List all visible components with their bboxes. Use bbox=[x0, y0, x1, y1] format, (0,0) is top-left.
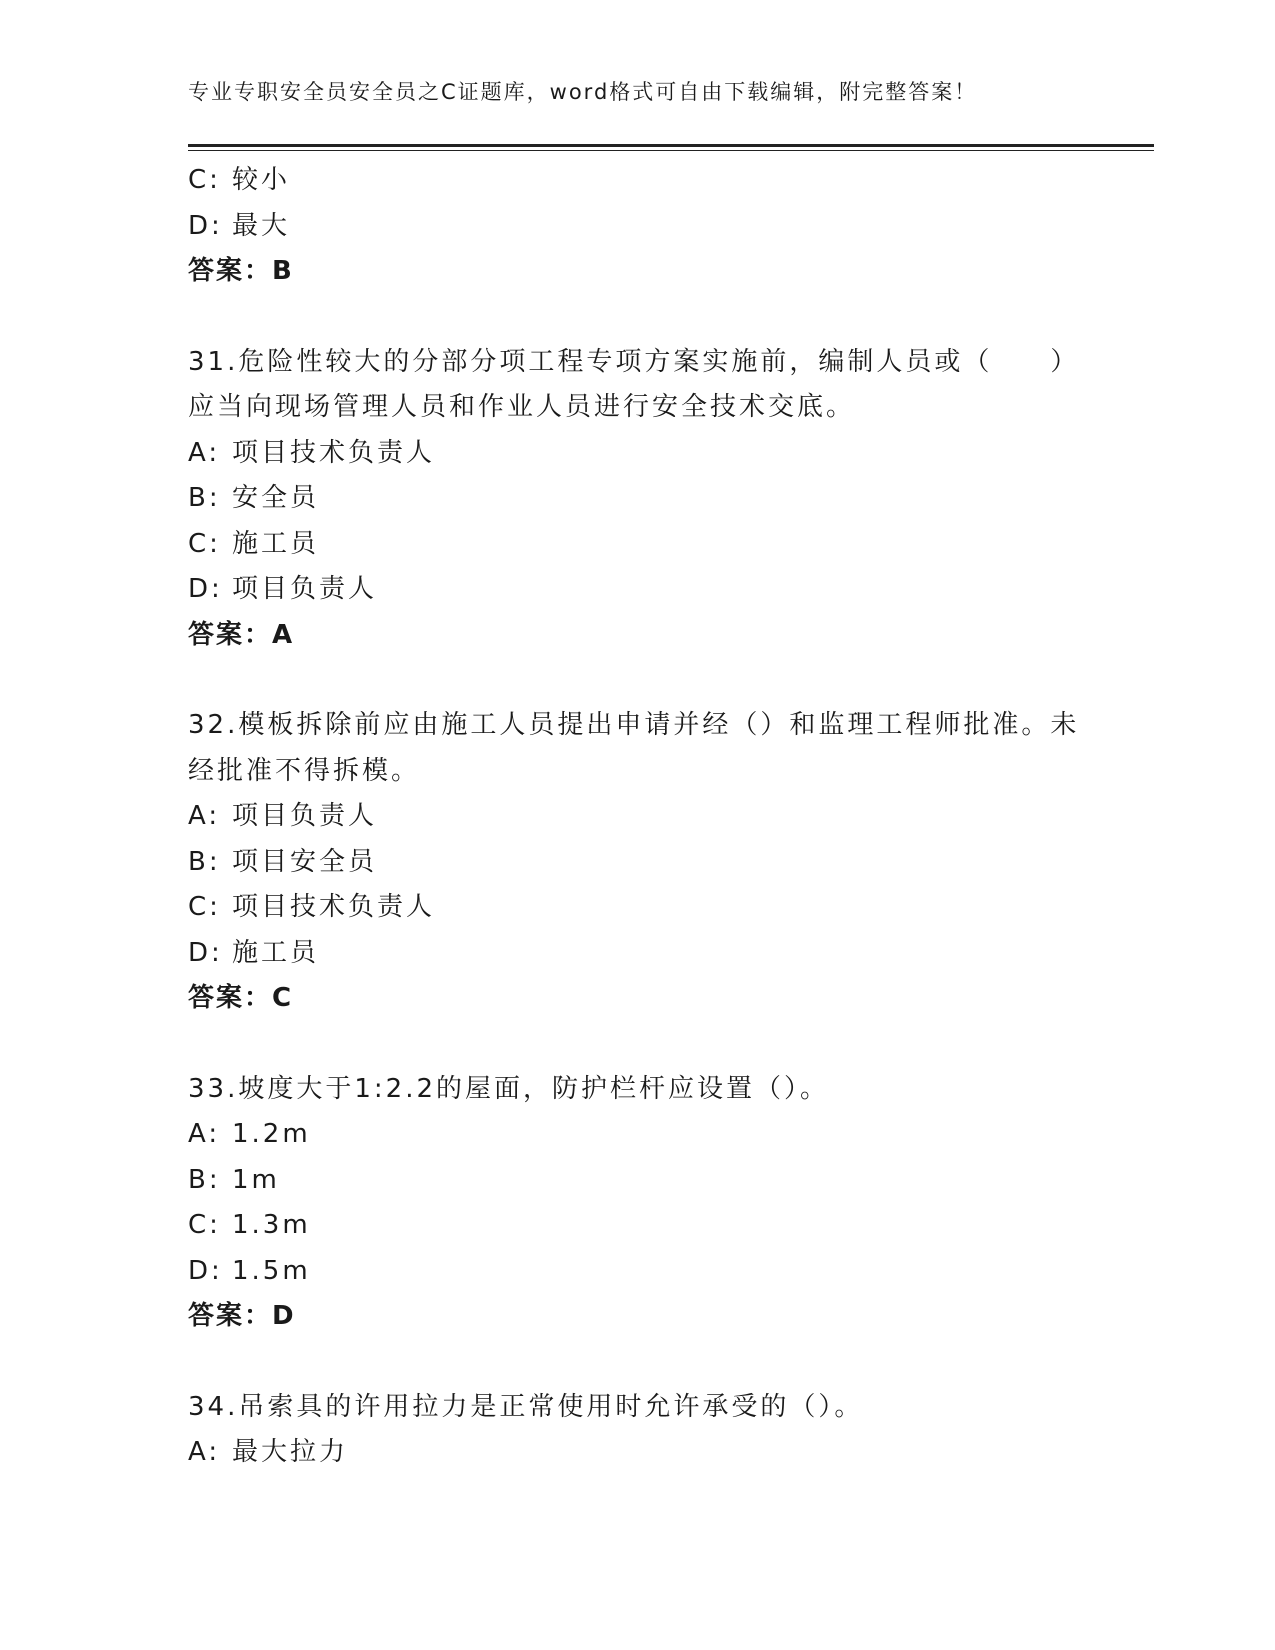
question-text: 32.模板拆除前应由施工人员提出申请并经（）和监理工程师批准。未 bbox=[188, 710, 1080, 740]
option-key: C: bbox=[188, 1210, 221, 1240]
question-text: 33.坡度大于1:2.2的屋面，防护栏杆应设置（）。 bbox=[188, 1073, 829, 1104]
question-text: 经批准不得拆模。 bbox=[188, 755, 421, 786]
option-text: 项目技术负责人 bbox=[232, 892, 436, 922]
question-block bbox=[188, 1067, 1088, 1340]
option-key: A: bbox=[188, 1119, 221, 1149]
option-line bbox=[188, 885, 1088, 931]
option-key: C: bbox=[188, 165, 221, 195]
option-key: A: bbox=[188, 801, 221, 831]
option-key: D: bbox=[188, 1255, 223, 1286]
option-line bbox=[188, 431, 1088, 477]
option-line bbox=[188, 567, 1088, 613]
option-line bbox=[188, 476, 1088, 522]
answer-line: 答案：B bbox=[188, 256, 294, 286]
option-text: 1m bbox=[232, 1164, 280, 1195]
question-text: 应当向现场管理人员和作业人员进行安全技术交底。 bbox=[188, 392, 856, 422]
option-line bbox=[188, 158, 1088, 204]
option-key: C: bbox=[188, 528, 221, 559]
option-text: 1.5m bbox=[232, 1255, 311, 1286]
option-line bbox=[188, 1112, 1088, 1158]
option-text: 较小 bbox=[232, 165, 291, 195]
option-key: B: bbox=[188, 483, 221, 513]
option-line bbox=[188, 840, 1088, 886]
option-key: D: bbox=[188, 574, 223, 604]
option-line bbox=[188, 1249, 1088, 1295]
option-key: A: bbox=[188, 1437, 221, 1467]
option-text: 最大拉力 bbox=[232, 1437, 349, 1467]
header-divider bbox=[188, 144, 1154, 151]
option-line bbox=[188, 931, 1088, 977]
option-line bbox=[188, 1203, 1088, 1249]
option-line bbox=[188, 1158, 1088, 1204]
option-text: 最大 bbox=[232, 210, 291, 241]
option-line bbox=[188, 204, 1088, 250]
answer-line: 答案：D bbox=[188, 1301, 296, 1331]
option-text: 项目技术负责人 bbox=[232, 437, 436, 468]
option-key: C: bbox=[188, 892, 221, 922]
option-text: 项目负责人 bbox=[232, 801, 378, 831]
question-text: 34.吊索具的许用拉力是正常使用时允许承受的（）。 bbox=[188, 1391, 864, 1422]
answer-line: 答案：C bbox=[188, 983, 294, 1013]
question-block bbox=[188, 340, 1088, 659]
question-block bbox=[188, 1385, 1088, 1476]
page-header: 专业专职安全员安全员之C证题库，word格式可自由下载编辑，附完整答案！ bbox=[188, 80, 978, 104]
option-text: 项目负责人 bbox=[232, 574, 378, 604]
option-line bbox=[188, 794, 1088, 840]
option-text: 1.3m bbox=[232, 1210, 311, 1240]
option-text: 施工员 bbox=[232, 937, 320, 968]
option-key: D: bbox=[188, 937, 223, 968]
option-text: 项目安全员 bbox=[232, 846, 378, 877]
option-text: 安全员 bbox=[232, 483, 320, 513]
option-text: 施工员 bbox=[232, 528, 320, 559]
option-line bbox=[188, 1430, 1088, 1476]
option-key: A: bbox=[188, 437, 221, 468]
option-key: D: bbox=[188, 210, 223, 241]
option-line bbox=[188, 522, 1088, 568]
option-key: B: bbox=[188, 1164, 221, 1195]
question-block bbox=[188, 703, 1088, 1022]
answer-line: 答案：A bbox=[188, 619, 295, 650]
option-key: B: bbox=[188, 846, 221, 877]
question-text: 31.危险性较大的分部分项工程专项方案实施前，编制人员或（ ） bbox=[188, 346, 1080, 377]
document-body bbox=[188, 158, 1088, 1476]
option-text: 1.2m bbox=[232, 1119, 311, 1149]
